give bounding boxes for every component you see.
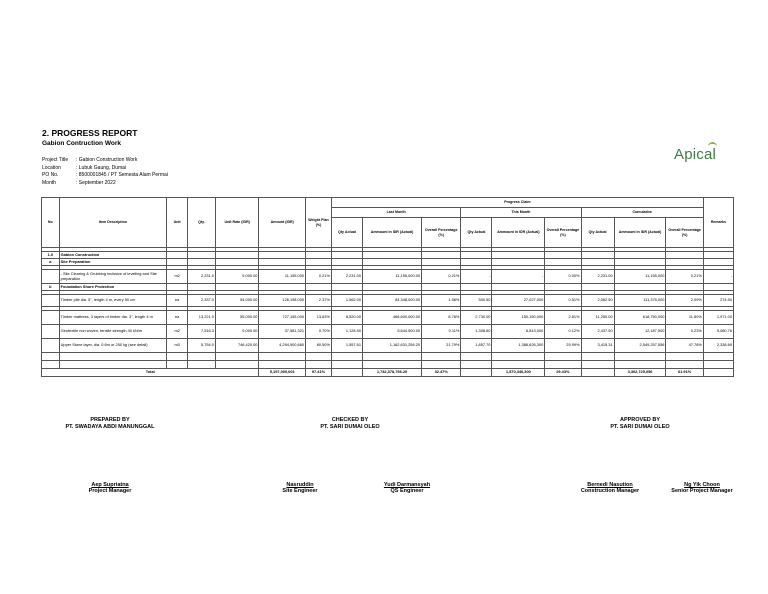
meta-label: Location bbox=[42, 164, 61, 171]
group-label: Site Preparation bbox=[59, 259, 167, 266]
section-label: Gabion Construction bbox=[59, 252, 167, 259]
lm-qty: 1,557.61 bbox=[331, 339, 362, 353]
signatory-senior-project-manager bbox=[657, 482, 747, 494]
cu-amount: 618,750,000 bbox=[614, 311, 666, 325]
cu-qty: 2,437.50 bbox=[581, 325, 614, 339]
header-tm-qty-actual: Qty Actual bbox=[461, 218, 492, 248]
checked-company: PT. SARI DUMAI OLEO bbox=[320, 424, 380, 430]
signatory-role: Site Engineer bbox=[282, 488, 318, 494]
lm-amount: 468,600,000.00 bbox=[363, 311, 422, 325]
approved-by-label: APPROVED BY bbox=[619, 417, 661, 423]
total-row bbox=[42, 369, 734, 377]
lm-pct: 8.78% bbox=[422, 311, 461, 325]
progress-table bbox=[41, 197, 734, 377]
item-qty: 7,516.3 bbox=[188, 325, 216, 339]
header-weight-plan: Weight Plan (%) bbox=[306, 198, 332, 248]
header-tm-amount-actual: Ammount in IDR (Actual) bbox=[492, 218, 545, 248]
item-description: Geotextile non woven, tensile strength 40 kN/m bbox=[59, 325, 167, 339]
cu-amount: 111,375,000 bbox=[614, 295, 666, 307]
signatory-role: Senior Project Manager bbox=[671, 488, 733, 494]
signatory-name: Aep Supriatna bbox=[91, 482, 129, 488]
lm-pct: 1.58% bbox=[422, 295, 461, 307]
report-subtitle: Gabion Contruction Work bbox=[42, 140, 121, 147]
total-cu-pct: 61.91% bbox=[666, 369, 703, 377]
header-remarks: Remarks bbox=[703, 198, 733, 248]
lm-pct: 0.11% bbox=[422, 325, 461, 339]
cu-qty: 2,231.00 bbox=[581, 270, 614, 284]
header-cumulative: Cumulative bbox=[581, 208, 703, 218]
meta-value: : 8500001845 / PT Semesta Alam Permai bbox=[76, 172, 168, 179]
spacer-row bbox=[42, 353, 734, 361]
signatory-name: Yudi Darmansyah bbox=[383, 482, 431, 488]
meta-row-location bbox=[42, 165, 168, 173]
cu-qty: 11,250.00 bbox=[581, 311, 614, 325]
table-row bbox=[42, 339, 734, 353]
prepared-company: PT. SWADAYA ABDI MANUNGGAL bbox=[65, 424, 155, 430]
item-unit: ea bbox=[167, 311, 188, 325]
tm-pct: 2.81% bbox=[545, 311, 581, 325]
item-unit-rate: 55,000.00 bbox=[215, 311, 259, 325]
tm-pct: 0.12% bbox=[545, 325, 581, 339]
tm-qty: 1,308.60 bbox=[461, 325, 492, 339]
tm-amount: - bbox=[492, 270, 545, 284]
item-remarks: 2,338.69 bbox=[703, 339, 733, 353]
signatory-site-engineer bbox=[250, 482, 350, 494]
section-no: 1.0 bbox=[42, 252, 60, 259]
cu-amount: 12,187,500 bbox=[614, 325, 666, 339]
section-row bbox=[42, 252, 734, 259]
item-description: Timber mattress, 3 layers of timber dia. 3", length 4 m bbox=[59, 311, 167, 325]
header-amount: Amount (IDR) bbox=[259, 198, 306, 248]
table-row bbox=[42, 325, 734, 339]
cu-pct: 2.09% bbox=[666, 295, 703, 307]
item-description: Timber pile dia. 5", length 4 m, every 50 cm bbox=[59, 295, 167, 307]
lm-amount: 84,348,000.00 bbox=[363, 295, 422, 307]
item-amount: 37,581,321 bbox=[259, 325, 306, 339]
group-label: Foundation Shore Protection bbox=[59, 284, 167, 291]
lm-pct: 21.79% bbox=[422, 339, 461, 353]
signatory-role: QS Engineer bbox=[390, 488, 424, 494]
tm-qty: - bbox=[461, 270, 492, 284]
tm-qty: 1,857.70 bbox=[461, 339, 492, 353]
item-unit-rate: 54,000.00 bbox=[215, 295, 259, 307]
item-unit: m2 bbox=[167, 325, 188, 339]
header-cu-qty-actual: Qty Actual bbox=[581, 218, 614, 248]
item-unit-rate: 5,000.00 bbox=[215, 325, 259, 339]
item-remarks: 1,971.00 bbox=[703, 311, 733, 325]
header-tm-overall-pct: Overall Percentage (%) bbox=[545, 218, 581, 248]
item-qty: 2,337.0 bbox=[188, 295, 216, 307]
total-lm-amount: 1,732,378,756.20 bbox=[363, 369, 422, 377]
cu-amount: 11,155,000 bbox=[614, 270, 666, 284]
item-description: - Site Clearing & Grubbing inclusive of levelling and Site preparation bbox=[59, 270, 167, 284]
item-weight: 0.21% bbox=[306, 270, 332, 284]
cu-qty: 2,062.50 bbox=[581, 295, 614, 307]
header-unit-rate: Unit Rate (IDR) bbox=[215, 198, 259, 248]
tm-pct: 0.00% bbox=[545, 270, 581, 284]
tm-amount: 6,543,000 bbox=[492, 325, 545, 339]
approved-company: PT. SARI DUMAI OLEO bbox=[610, 424, 670, 430]
meta-value: : Gabion Construction Work bbox=[76, 157, 138, 163]
item-unit-rate: 5,000.00 bbox=[215, 270, 259, 284]
signatory-name: Ng Yik Choon bbox=[684, 482, 720, 488]
item-weight: 0.70% bbox=[306, 325, 332, 339]
item-weight: 13.63% bbox=[306, 311, 332, 325]
tm-amount: 27,027,000 bbox=[492, 295, 545, 307]
header-qty: Qty. bbox=[188, 198, 216, 248]
lm-pct: 0.21% bbox=[422, 270, 461, 284]
table-row bbox=[42, 311, 734, 325]
prepared-by-block bbox=[40, 417, 180, 431]
signatory-role: Project Manager bbox=[88, 488, 132, 494]
lm-amount: 5,644,500.00 bbox=[363, 325, 422, 339]
item-amount: 727,155,000 bbox=[259, 311, 306, 325]
header-lm-overall-pct: Overall Percentage (%) bbox=[422, 218, 461, 248]
item-amount: 11,155,000 bbox=[259, 270, 306, 284]
cu-amount: 2,549,257,556 bbox=[614, 339, 666, 353]
tm-amount: 1,386,626,300 bbox=[492, 339, 545, 353]
total-tm-amount: 1,570,346,300 bbox=[492, 369, 545, 377]
cu-qty: 3,415.31 bbox=[581, 339, 614, 353]
header-lm-qty-actual: Qty Actual bbox=[331, 218, 362, 248]
total-label: Total bbox=[42, 369, 259, 377]
header-cu-amount-actual: Ammount in IDR (Actual) bbox=[614, 218, 666, 248]
item-unit: m3 bbox=[167, 339, 188, 353]
header-unit: Unit bbox=[167, 198, 188, 248]
item-remarks: - bbox=[703, 270, 733, 284]
header-cu-overall-pct: Overall Percentage (%) bbox=[666, 218, 703, 248]
meta-row-project-title bbox=[42, 157, 168, 165]
item-description: Upper Stone layer, dia. 0.6m or 250 kg (see detail) bbox=[59, 339, 167, 353]
tm-amount: 150,150,000 bbox=[492, 311, 545, 325]
lm-qty: 1,562.00 bbox=[331, 295, 362, 307]
group-row bbox=[42, 284, 734, 291]
item-unit: m2 bbox=[167, 270, 188, 284]
item-unit: ea bbox=[167, 295, 188, 307]
approved-by-block bbox=[570, 417, 710, 431]
table-row bbox=[42, 295, 734, 307]
cu-pct: 0.21% bbox=[666, 270, 703, 284]
meta-label: Month bbox=[42, 179, 56, 186]
tm-qty: 2,730.00 bbox=[461, 311, 492, 325]
prepared-by-label: PREPARED BY bbox=[90, 417, 130, 423]
total-lm-pct: 32.47% bbox=[422, 369, 461, 377]
item-qty: 5,754.0 bbox=[188, 339, 216, 353]
meta-value: : September 2022 bbox=[76, 179, 116, 186]
header-this-month: This Month bbox=[461, 208, 581, 218]
item-qty: 2,231.0 bbox=[188, 270, 216, 284]
item-remarks: 274.50 bbox=[703, 295, 733, 307]
group-row bbox=[42, 259, 734, 266]
tm-qty: 500.50 bbox=[461, 295, 492, 307]
checked-by-block bbox=[280, 417, 420, 431]
meta-row-po-no bbox=[42, 172, 168, 180]
total-cu-amount: 3,302,725,056 bbox=[614, 369, 666, 377]
total-amount: 5,197,000,001 bbox=[259, 369, 306, 377]
total-weight: 97.41% bbox=[306, 369, 332, 377]
item-amount: 4,294,900,680 bbox=[259, 339, 306, 353]
header-last-month: Last Month bbox=[331, 208, 460, 218]
item-weight: 2.37% bbox=[306, 295, 332, 307]
signatory-qs-engineer bbox=[357, 482, 457, 494]
item-weight: 80.50% bbox=[306, 339, 332, 353]
meta-label: PO No. bbox=[42, 172, 59, 179]
lm-qty: 1,128.90 bbox=[331, 325, 362, 339]
cu-pct: 0.23% bbox=[666, 325, 703, 339]
signatory-name: Bernedi Nasution bbox=[587, 482, 633, 488]
header-lm-amount-actual: Ammount in IDR (Actual) bbox=[363, 218, 422, 248]
lm-amount: 11,155,000.00 bbox=[363, 270, 422, 284]
meta-row-month bbox=[42, 180, 168, 188]
lm-amount: 1,162,631,256.20 bbox=[363, 339, 422, 353]
tm-pct: 0.51% bbox=[545, 295, 581, 307]
spacer-row bbox=[42, 361, 734, 369]
project-meta bbox=[42, 157, 168, 187]
meta-label: Project Title bbox=[42, 157, 69, 163]
company-logo: Apical bbox=[674, 146, 717, 163]
signatory-role: Construction Manager bbox=[580, 488, 640, 494]
meta-value: : Lubuk Gaung, Dumai bbox=[76, 164, 127, 171]
item-unit-rate: 746,420.00 bbox=[215, 339, 259, 353]
item-amount: 126,198,000 bbox=[259, 295, 306, 307]
header-no: No bbox=[42, 198, 60, 248]
item-qty: 13,221.0 bbox=[188, 311, 216, 325]
header-progress-claim: Progress Claim bbox=[331, 198, 703, 208]
group-no: a bbox=[42, 259, 60, 266]
signatory-name: Nasruddin bbox=[286, 482, 314, 488]
lm-qty: 2,231.00 bbox=[331, 270, 362, 284]
signatory-construction-manager bbox=[560, 482, 660, 494]
cu-pct: 11.60% bbox=[666, 311, 703, 325]
checked-by-label: CHECKED BY bbox=[331, 417, 369, 423]
signatory-project-manager bbox=[60, 482, 160, 494]
total-tm-pct: 29.43% bbox=[545, 369, 581, 377]
group-no: b bbox=[42, 284, 60, 291]
item-remarks: 5,080.76 bbox=[703, 325, 733, 339]
cu-pct: 47.78% bbox=[666, 339, 703, 353]
lm-qty: 8,520.00 bbox=[331, 311, 362, 325]
report-title: 2. PROGRESS REPORT bbox=[42, 128, 138, 138]
table-row bbox=[42, 270, 734, 284]
header-item-description: Item Description bbox=[59, 198, 167, 248]
tm-pct: 25.99% bbox=[545, 339, 581, 353]
